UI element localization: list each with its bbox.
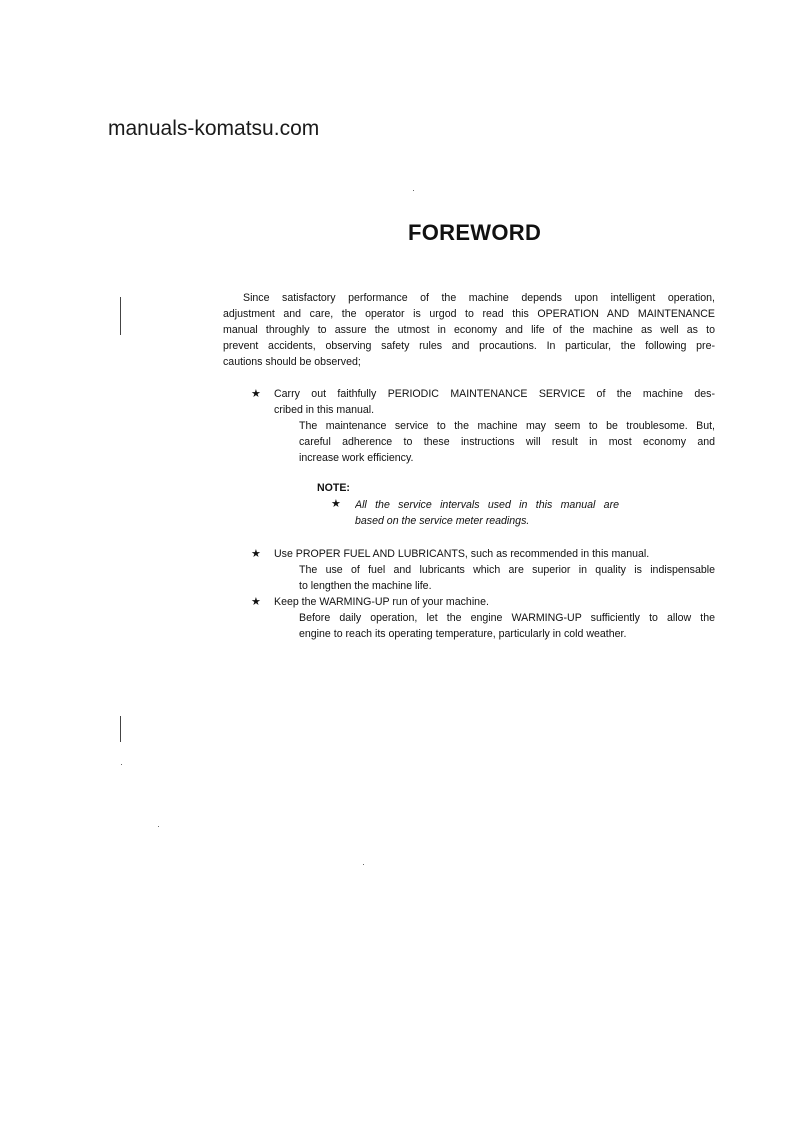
bullet-detail-line: The use of fuel and lubricants which are superior in quality is indispensable bbox=[299, 564, 715, 576]
bullet-line: Keep the WARMING-UP run of your machine. bbox=[274, 596, 489, 608]
watermark-site: manuals-komatsu.com bbox=[108, 117, 320, 140]
bullet-detail-line: increase work efficiency. bbox=[299, 452, 414, 464]
scan-dot bbox=[121, 764, 122, 765]
intro-line: Since satisfactory performance of the machine depends upon intelligent operation, bbox=[243, 292, 715, 304]
scan-mark bbox=[120, 297, 121, 335]
bullet-detail-line: The maintenance service to the machine may seem to be troublesome. But, bbox=[299, 420, 715, 432]
star-bullet-icon: ★ bbox=[251, 596, 261, 608]
bullet-detail-line: engine to reach its operating temperature, particularly in cold weather. bbox=[299, 628, 627, 640]
note-line: All the service intervals used in this manual are bbox=[355, 499, 619, 511]
bullet-line: cribed in this manual. bbox=[274, 404, 375, 416]
scan-dot bbox=[158, 826, 159, 827]
scan-dot bbox=[413, 190, 414, 191]
scan-dot bbox=[363, 864, 364, 865]
note-label: NOTE: bbox=[317, 482, 350, 494]
note-line: based on the service meter readings. bbox=[355, 515, 530, 527]
bullet-detail-line: Before daily operation, let the engine WARMING-UP sufficiently to allow the bbox=[299, 612, 715, 624]
star-bullet-icon: ★ bbox=[251, 388, 261, 400]
page-title: FOREWORD bbox=[408, 220, 542, 245]
intro-line: cautions should be observed; bbox=[223, 356, 361, 368]
scan-mark bbox=[120, 716, 121, 742]
bullet-line: Use PROPER FUEL AND LUBRICANTS, such as recommended in this manual. bbox=[274, 548, 650, 560]
bullet-detail-line: careful adherence to these instructions will result in most economy and bbox=[299, 436, 715, 448]
star-bullet-icon: ★ bbox=[331, 498, 341, 510]
bullet-detail-line: to lengthen the machine life. bbox=[299, 580, 432, 592]
star-bullet-icon: ★ bbox=[251, 548, 261, 560]
intro-line: adjustment and care, the operator is urgod to read this OPERATION AND MAINTENANCE bbox=[223, 308, 715, 320]
bullet-line: Carry out faithfully PERIODIC MAINTENANCE SERVICE of the machine des- bbox=[274, 388, 715, 400]
intro-line: manual throughly to assure the utmost in economy and life of the machine as well as to bbox=[223, 324, 715, 336]
intro-line: prevent accidents, observing safety rules and procautions. In particular, the following pre- bbox=[223, 340, 715, 352]
